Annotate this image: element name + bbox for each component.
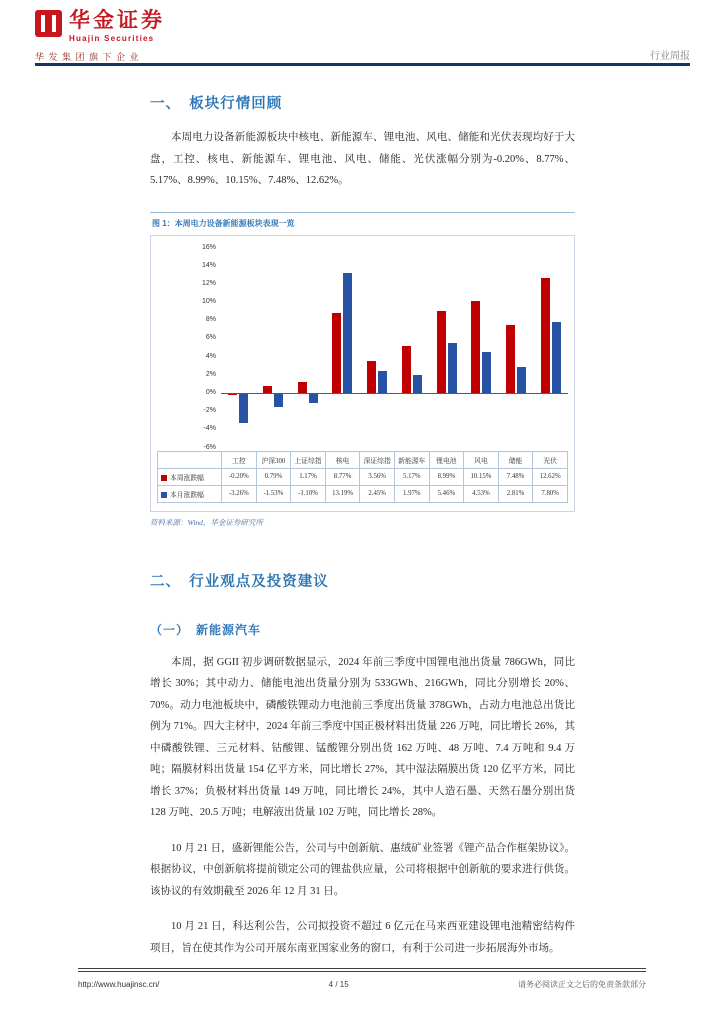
y-axis-label: 6%	[205, 334, 216, 342]
chart-table-row	[158, 468, 568, 485]
figure-1-caption: 图 1：本周电力设备新能源板块表现一览	[150, 212, 575, 235]
bar-group	[325, 248, 360, 448]
footer-page-number: 4 / 15	[328, 980, 349, 989]
chart-table-value: 7.48%	[498, 468, 533, 485]
bar-本月涨跌幅-沪深300	[274, 393, 283, 407]
chart-table-value: -1.53%	[256, 485, 291, 502]
chart-table-category: 光伏	[533, 451, 568, 468]
footer-url-link[interactable]: http://www.huajinsc.cn/	[78, 980, 160, 989]
legend-swatch-icon	[161, 475, 167, 481]
chart-table-value: 8.77%	[325, 468, 360, 485]
chart-table-value: 13.19%	[325, 485, 360, 502]
bar-本月涨跌幅-储能	[517, 367, 526, 393]
bar-group	[533, 248, 568, 448]
chart-table-head-row	[158, 451, 568, 468]
bar-本周涨跌幅-储能	[506, 325, 515, 393]
bar-本周涨跌幅-沪深300	[263, 386, 272, 393]
bar-本周涨跌幅-光伏	[541, 278, 550, 393]
bar-本周涨跌幅-核电	[332, 313, 341, 393]
bar-group	[360, 248, 395, 448]
bar-本周涨跌幅-上证综指	[298, 382, 307, 393]
chart-table-value: -1.10%	[291, 485, 326, 502]
legend-cell	[158, 485, 222, 502]
brand-name-cn: 华金证券	[69, 9, 165, 32]
bar-本周涨跌幅-风电	[471, 301, 480, 393]
chart-table-value: 1.17%	[291, 468, 326, 485]
bar-本月涨跌幅-风电	[482, 352, 491, 393]
bar-本月涨跌幅-深证综指	[378, 371, 387, 393]
bar-本月涨跌幅-光伏	[552, 322, 561, 393]
bar-group	[221, 248, 256, 448]
brand-text-block	[69, 10, 165, 43]
bar-本月涨跌幅-工控	[239, 393, 248, 423]
huajin-logo-icon	[35, 10, 62, 37]
main-content	[150, 76, 575, 959]
legend-label: 本周涨跌幅	[170, 474, 204, 482]
chart-table-category: 锂电池	[429, 451, 464, 468]
chart-table-value: 10.15%	[464, 468, 499, 485]
header-divider	[35, 63, 690, 66]
y-axis-label: 12%	[201, 279, 216, 287]
bar-本周涨跌幅-新能源车	[402, 346, 411, 393]
footer-disclaimer: 请务必阅读正文之后的免责条款部分	[517, 980, 646, 989]
bar-group	[429, 248, 464, 448]
chart-table-value: 2.45%	[360, 485, 395, 502]
chart-table-category: 新能源车	[394, 451, 429, 468]
bar-本月涨跌幅-上证综指	[309, 393, 318, 403]
section1-title: 一、 板块行情回顾	[150, 96, 283, 112]
legend-swatch-icon	[161, 492, 167, 498]
bar-本月涨跌幅-核电	[343, 273, 352, 393]
bar-本周涨跌幅-锂电池	[437, 311, 446, 393]
chart-table-category: 工控	[222, 451, 257, 468]
section2-title: 二、 行业观点及投资建议	[150, 573, 329, 590]
chart-table-category: 上证综指	[291, 451, 326, 468]
y-axis-label: 8%	[205, 316, 216, 324]
chart-table-value: 7.80%	[533, 485, 568, 502]
chart-plot	[221, 248, 568, 448]
chart-table-value: -3.26%	[222, 485, 257, 502]
y-axis-label: 0%	[205, 389, 216, 396]
chart-plot-row	[157, 243, 568, 451]
subsection-paragraph-1: 本周，据 GGII 初步调研数据显示，2024 年前三季度中国锂电池出货量 786GWh，同比增长 30%；其中动力、储能电池出货量分别为 533GWh、216GWh，同比分别增长 20%、70%。动力电池板块中，磷酸铁锂动力电池前三季度出货量 378GWh，占动力电池总出货比例为 71%。四大主材中，2024 年前三季度中国正极材料出货量 226 万吨，同比增长 26%，其中磷酸铁锂、三元材料、钴酸锂、锰酸锂分别出货 162 万吨、48 万吨、7.4 万吨和 9.4 万吨；隔膜材料出货量 154 亿平方米，同比增长 27%，其中湿法隔膜出货 120 亿平方米，同比增长 37%；负极材料出货量 149 万吨，同比增长 24%，其中人造石墨、天然石墨分别出货 128 万吨、20.5 万吨；电解液出货量 102 万吨，同比增长 28%。	[150, 656, 575, 819]
bar-group	[290, 248, 325, 448]
y-axis-label: 10%	[201, 298, 216, 306]
chart-table-value: 1.97%	[394, 485, 429, 502]
bar-chart	[150, 235, 575, 512]
bar-group	[464, 248, 499, 448]
bar-group	[256, 248, 291, 448]
brand-logo	[35, 10, 690, 43]
x-axis-line	[221, 393, 568, 394]
y-axis-label: -6%	[203, 443, 216, 451]
chart-table-category: 储能	[498, 451, 533, 468]
chart-table-value: 8.99%	[429, 468, 464, 485]
legend-label: 本月涨跌幅	[170, 491, 204, 499]
y-axis-label: 4%	[205, 352, 216, 360]
brand-name-en: Huajin Securities	[69, 34, 155, 44]
brand-subtitle: 华发集团旗下企业	[35, 52, 144, 63]
figure-source-note: 资料来源：Wind，华金证券研究所	[150, 517, 263, 527]
subsection-paragraph-3: 10 月 21 日，科达利公告，公司拟投资不超过 6 亿元在马来西亚建设锂电池精密结构件项目，旨在使其作为公司开展东南亚国家业务的窗口，有利于公司进一步拓展海外市场。	[150, 921, 575, 954]
footer-divider	[78, 968, 646, 972]
page-footer	[78, 968, 646, 990]
chart-table	[157, 451, 568, 503]
chart-table-value: 3.56%	[360, 468, 395, 485]
chart-table-value: 12.62%	[533, 468, 568, 485]
chart-table-value: -0.20%	[222, 468, 257, 485]
chart-table-value: 0.79%	[256, 468, 291, 485]
y-axis-label: -2%	[203, 407, 216, 415]
chart-table-row	[158, 485, 568, 502]
figure-1	[150, 212, 575, 528]
doc-type-label: 行业周报	[650, 51, 690, 62]
bar-group	[499, 248, 534, 448]
bar-本月涨跌幅-新能源车	[413, 375, 422, 393]
chart-table-category: 风电	[464, 451, 499, 468]
page-header	[35, 10, 690, 62]
footer-row	[78, 979, 646, 990]
chart-y-axis	[157, 243, 221, 451]
chart-table-value: 5.46%	[429, 485, 464, 502]
chart-table-value: 2.81%	[498, 485, 533, 502]
y-axis-label: 14%	[201, 261, 216, 269]
subsection-paragraph-2: 10 月 21 日，盛新锂能公告，公司与中创新航、惠绒矿业签署《锂产品合作框架协议》。根据协议，中创新航将提前锁定公司的锂盐供应量，公司将根据中创新航的要求进行供货。该协议的有效期截至 2026 年 12 月 31 日。	[150, 842, 575, 897]
bar-本周涨跌幅-深证综指	[367, 361, 376, 393]
chart-table-category: 沪深300	[256, 451, 291, 468]
chart-table-body	[158, 468, 568, 502]
chart-table-corner-cell	[158, 451, 222, 468]
bar-group	[395, 248, 430, 448]
y-axis-label: -4%	[203, 425, 216, 433]
subsection-title: （一） 新能源汽车	[150, 622, 262, 637]
bar-本月涨跌幅-锂电池	[448, 343, 457, 393]
chart-table-category: 深证综指	[360, 451, 395, 468]
y-axis-label: 16%	[201, 243, 216, 251]
chart-table-value: 4.53%	[464, 485, 499, 502]
legend-cell	[158, 468, 222, 485]
y-axis-label: 2%	[205, 370, 216, 378]
chart-table-value: 5.17%	[394, 468, 429, 485]
section1-paragraph: 本周电力设备新能源板块中核电、新能源车、锂电池、风电、储能和光伏表现均好于大盘，工控、核电、新能源车、锂电池、风电、储能、光伏涨幅分别为-0.20%、8.77%、5.17%、8.99%、10.15%、7.48%、12.62%。	[150, 132, 575, 187]
chart-table-category: 核电	[325, 451, 360, 468]
